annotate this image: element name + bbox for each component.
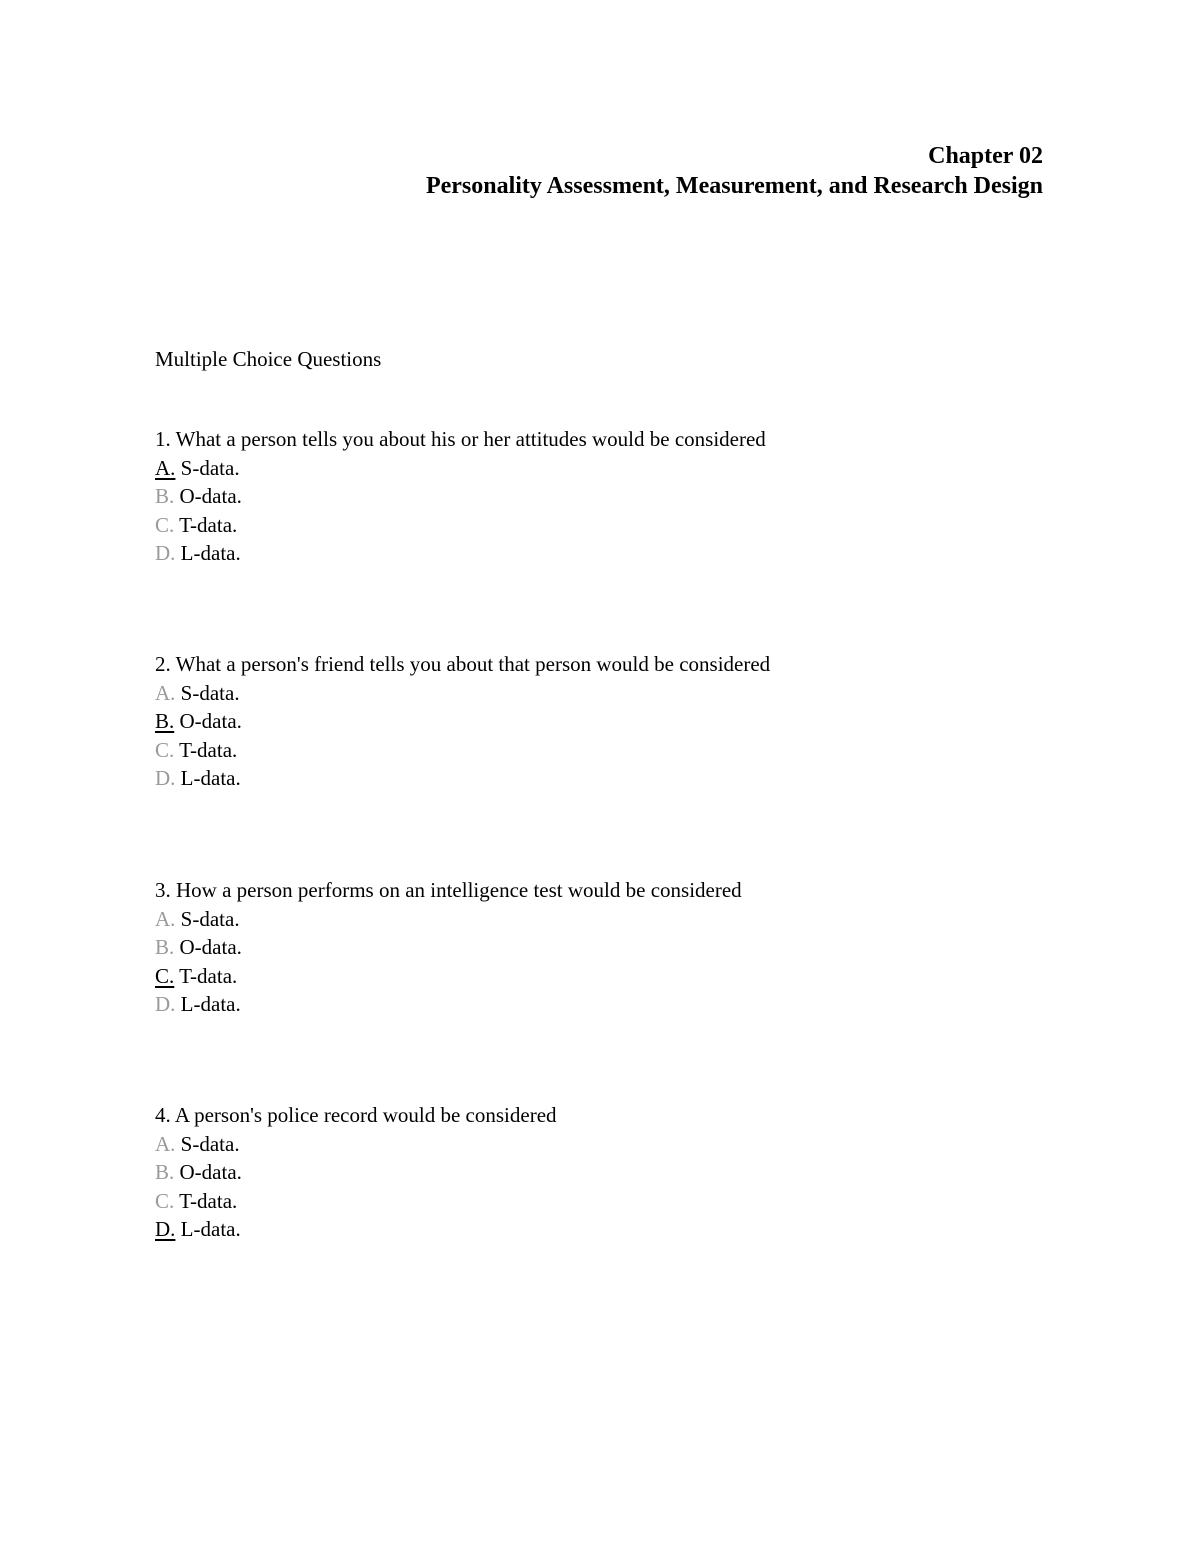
option-c	[155, 736, 770, 765]
option-b	[155, 1158, 557, 1187]
question-text: 4. A person's police record would be considered	[155, 1103, 557, 1127]
option-text: L-data.	[180, 541, 241, 565]
option-text: T-data.	[179, 512, 238, 537]
option-a	[155, 679, 770, 708]
option-d	[155, 539, 766, 568]
option-text: T-data.	[179, 963, 238, 988]
option-letter-correct: A.	[155, 455, 176, 480]
option-letter: C.	[155, 1188, 175, 1213]
option-letter: A.	[155, 1131, 176, 1156]
option-text: S-data.	[180, 1131, 240, 1156]
option-letter: A.	[155, 680, 176, 705]
option-b	[155, 482, 766, 511]
option-b	[155, 933, 742, 962]
option-text: T-data.	[179, 1188, 238, 1213]
option-a	[155, 1130, 557, 1159]
option-c	[155, 962, 742, 991]
option-letter: B.	[155, 1160, 175, 1184]
section-title: Multiple Choice Questions	[155, 347, 382, 371]
option-text: L-data.	[180, 1217, 241, 1241]
option-text: O-data.	[179, 709, 242, 733]
question-2	[155, 650, 770, 793]
option-c	[155, 1187, 557, 1216]
option-letter: D.	[155, 992, 176, 1016]
chapter-label: Chapter 02	[928, 143, 1043, 169]
option-text: O-data.	[179, 935, 242, 959]
option-d	[155, 990, 742, 1019]
option-text: O-data.	[179, 484, 242, 508]
option-letter: D.	[155, 766, 176, 790]
question-text: 3. How a person performs on an intelligence test would be considered	[155, 878, 742, 902]
option-text: T-data.	[179, 737, 238, 762]
option-text: O-data.	[179, 1160, 242, 1184]
option-text: S-data.	[180, 455, 240, 480]
option-text: L-data.	[180, 992, 241, 1016]
option-letter-correct: C.	[155, 963, 175, 988]
option-letter: C.	[155, 737, 175, 762]
option-letter: B.	[155, 935, 175, 959]
option-letter-correct: B.	[155, 709, 175, 733]
option-letter: B.	[155, 484, 175, 508]
option-letter: C.	[155, 512, 175, 537]
chapter-title: Personality Assessment, Measurement, and Research Design	[425, 173, 1043, 199]
question-3	[155, 876, 742, 1019]
option-d	[155, 1215, 557, 1244]
option-a	[155, 454, 766, 483]
question-text: 1. What a person tells you about his or her attitudes would be considered	[155, 427, 766, 451]
option-letter: A.	[155, 906, 176, 931]
option-text: L-data.	[180, 766, 241, 790]
option-c	[155, 511, 766, 540]
question-1	[155, 425, 766, 568]
option-a	[155, 905, 742, 934]
option-text: S-data.	[180, 906, 240, 931]
option-letter: D.	[155, 541, 176, 565]
option-letter-correct: D.	[155, 1217, 176, 1241]
question-4	[155, 1101, 557, 1244]
option-b	[155, 707, 770, 736]
question-text: 2. What a person's friend tells you about that person would be considered	[155, 652, 771, 676]
option-d	[155, 764, 770, 793]
document-header	[426, 141, 1043, 201]
option-text: S-data.	[180, 680, 240, 705]
